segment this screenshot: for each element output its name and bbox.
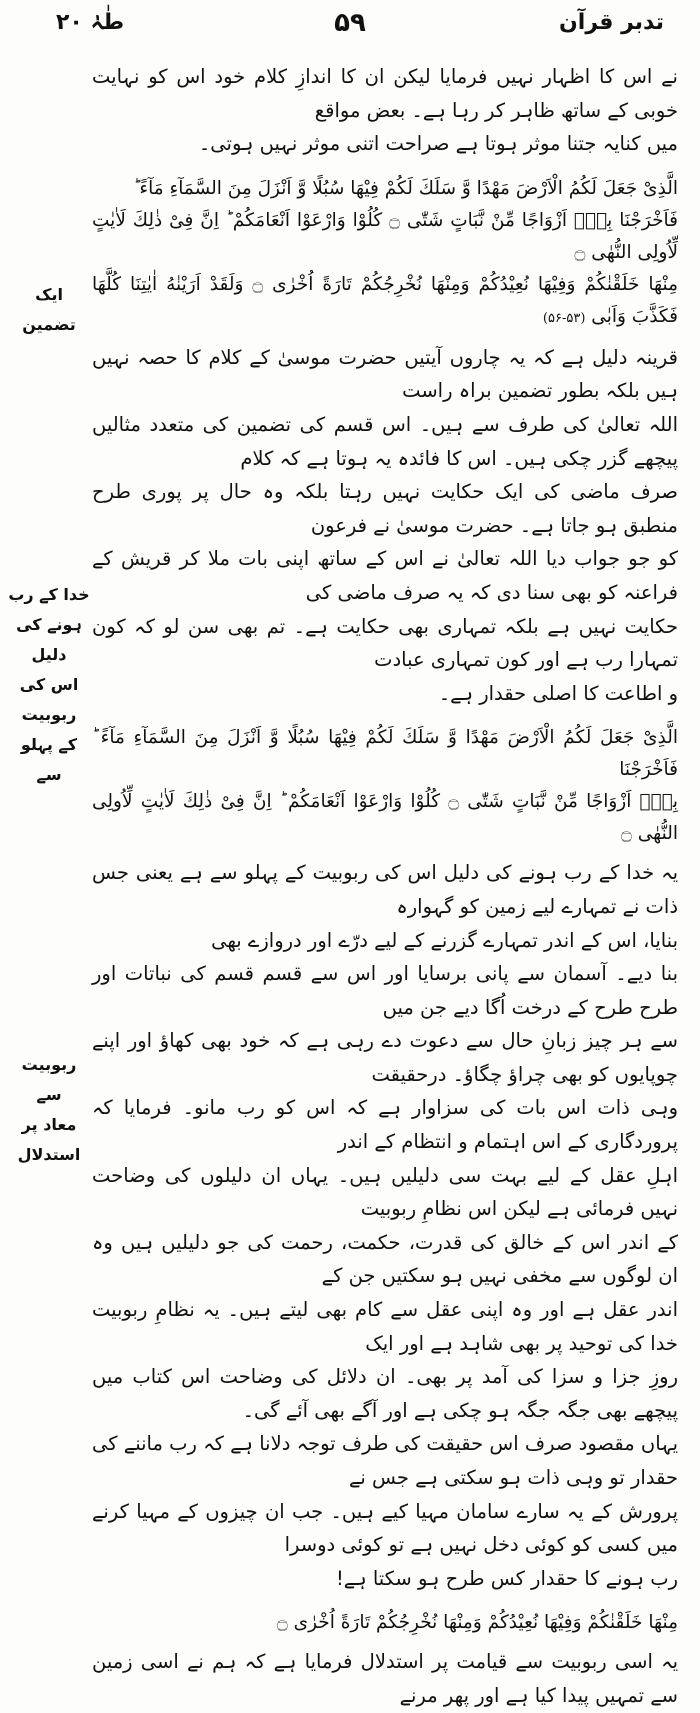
verse-line: الَّذِیْ جَعَلَ لَكُمُ الْاَرْضَ مَهْدًا وَّ سَلَكَ لَكُمْ فِیْهَا سُبُلًا وَّ اَنْزَلَ مِنَ السَّمَآءِ مَآءً ؕ [133,177,678,199]
text-line: میں کنایہ جتنا موثر ہوتا ہے صراحت اتنی موثر نہیں ہوتی۔ [198,132,678,156]
text-line: اندر عقل ہے اور وہ اپنی عقل سے کام بھی لیتے ہیں۔ یہ نظامِ ربوبیت خدا کی توحید پر بھی شاہد ہے اور ایک [92,1298,678,1355]
margin-note-rububiyat [8,580,90,790]
paragraph-rububiyat [92,856,678,1595]
text-line: نے اس کا اظہار نہیں فرمایا لیکن ان کا اندازِ کلام خود اس کو نہایت خوبی کے ساتھ ظاہر کر رہا ہے۔ بعض مواقع [92,65,678,122]
text-line: بنا دیے۔ آسمان سے پانی برسایا اور اس سے قسم قسم کی نباتات اور طرح طرح کے درخت اُگا دیے جن میں [92,962,678,1019]
text-line: پرورش کے یہ سارے سامان مہیا کیے ہیں۔ جب ان چیزوں کے مہیا کرنے میں کسی کو کوئی دخل نہیں ہے تو کوئی دوسرا [92,1499,678,1557]
text-line: بنایا، اس کے اندر تمہارے گزرنے کے لیے درّے اور دروازے بھی [211,928,678,952]
verse-line: فَاَخْرَجْنَا بِهٖۤ اَزْوَاجًا مِّنْ نَّبَاتٍ شَتّٰی ۝ كُلُوْا وَارْعَوْا اَنْعَامَكُمْ ؕ اِنَّ فِیْ ذٰلِكَ لَاٰیٰتٍ لِّاُولِی النُّهٰی ۝ [92,209,678,263]
margin-note-line: معاد پر استدلال [17,1115,81,1164]
text-line: اہلِ عقل کے لیے بہت سی دلیلیں ہیں۔ یہاں ان دلیلوں کی وضاحت نہیں فرمائی ہے لیکن اس نظامِ ربوبیت [92,1163,678,1221]
text-line: یہ خدا کے رب ہونے کی دلیل اس کی ربوبیت کے پہلو سے ہے یعنی جس ذات نے تمہارے لیے زمین کو گہوارہ [92,861,678,918]
text-line: یہ اسی ربوبیت سے قیامت پر استدلال فرمایا ہے کہ ہم نے اسی زمین سے تمہیں پیدا کیا ہے اور پھر مرنے [92,1650,678,1707]
margin-note-line: خدا کے رب [8,585,90,604]
text-line: سے ہر چیز زبانِ حال سے دعوت دے رہی ہے کہ خود بھی کھاؤ اور اپنے چوپایوں کو بھی چراؤ چگاؤ۔ درحقیقت [92,1029,678,1086]
paragraph-intro [92,60,678,161]
surah-reference: طٰہٰ ۲۰ [56,10,125,35]
text-line: حکایت نہیں ہے بلکہ تمہاری بھی حکایت ہے۔ تم بھی سن لو کہ کون تمہارا رب ہے اور کون تمہاری عبادت [92,614,678,672]
text-line: و اطاعت کا اصلی حقدار ہے۔ [438,681,678,705]
paragraph-tazmeen [92,341,678,711]
text-line: وہی ذات اس بات کی سزاوار ہے کہ اس کو رب مانو۔ فرمایا کہ پروردگاری کے اس اہتمام و انتظام کے اندر [92,1096,678,1154]
verse-line: الَّذِیْ جَعَلَ لَكُمُ الْاَرْضَ مَهْدًا وَّ سَلَكَ لَكُمْ فِیْهَا سُبُلًا وَّ اَنْزَلَ مِنَ السَّمَآءِ مَآءً ؕ فَاَخْرَجْنَا [92,727,678,781]
margin-note-line: ربوبیت سے [21,1055,77,1104]
quran-verse-3 [92,1607,678,1639]
quran-verse-2 [92,722,678,850]
verse-line-text: مِنْهَا خَلَقْنٰكُمْ وَفِیْهَا نُعِیْدُكُمْ وَمِنْهَا نُخْرِجُكُمْ تَارَةً اُخْرٰی ۝ وَلَقَدْ اَرَیْنٰهُ اٰیٰتِنَا كُلَّهَا فَكَذَّبَ وَاَبٰی [92,273,678,327]
book-title: تدبر قرآن [559,10,664,35]
quran-verse-1 [92,173,678,335]
verse-line [92,269,678,335]
margin-note-maad [8,1050,90,1170]
margin-note-line: ہونے کی دلیل [16,615,82,664]
text-line: یہاں مقصود صرف اس حقیقت کی طرف توجہ دلانا ہے کہ رب ماننے کی حقدار تو وہی ذات ہو سکتی ہے جس نے [92,1432,678,1489]
margin-note-line: کے پہلو سے [20,735,78,784]
verse-line: بِهٖۤ اَزْوَاجًا مِّنْ نَّبَاتٍ شَتّٰی ۝ كُلُوْا وَارْعَوْا اَنْعَامَكُمْ ؕ اِنَّ فِیْ ذٰلِكَ لَاٰیٰتٍ لِّاُولِی النُّهٰی ۝ [92,791,679,845]
text-line: قرینہ دلیل ہے کہ یہ چاروں آیتیں حضرت موسیٰ کے کلام کا حصہ نہیں ہیں بلکہ بطور تضمین براہ راست [92,345,678,403]
text-line: روزِ جزا و سزا کی آمد پر بھی۔ ان دلائل کی وضاحت اس کتاب میں پیچھے بھی جگہ جگہ ہو چکی ہے اور آگے بھی آئے گی۔ [92,1365,678,1422]
page-header [0,6,700,46]
page-number: ۵۹ [334,8,366,38]
verse-line: مِنْهَا خَلَقْنٰكُمْ وَفِیْهَا نُعِیْدُكُمْ وَمِنْهَا نُخْرِجُكُمْ تَارَةً اُخْرٰی ۝ [276,1612,678,1634]
paragraph-maad [92,1645,678,1712]
text-line: صرف ماضی کی ایک حکایت نہیں رہتا بلکہ وہ حال پر پوری طرح منطبق ہو جاتا ہے۔ حضرت موسیٰ نے فرعون [92,480,678,537]
margin-note-tazmeen [8,280,90,340]
text-line: کے اندر اس کے خالق کی قدرت، حکمت، رحمت کی جو دلیلیں ہیں وہ ان لوگوں سے مخفی نہیں ہو سکتیں جن کے [92,1230,678,1288]
text-line: رب ہونے کا حقدار کس طرح ہو سکتا ہے! [335,1566,678,1590]
text-line: اللہ تعالیٰ کی طرف سے ہیں۔ اس قسم کی تضمین کی متعدد مثالیں پیچھے گزر چکی ہیں۔ اس کا فائدہ یہ ہوتا ہے کہ کلام [92,412,678,470]
margin-note-line: اس کی ربوبیت [19,675,79,724]
main-text [92,60,678,1713]
text-line: کو جو جواب دیا اللہ تعالیٰ نے اس کے ساتھ اپنی بات ملا کر قریش کے فراعنہ کو بھی سنا دی کہ یہ صرف ماضی کی [92,547,678,604]
margin-note-line: ایک تضمین [22,285,76,334]
verse-reference: (۵۳-۵۶) [542,310,586,326]
